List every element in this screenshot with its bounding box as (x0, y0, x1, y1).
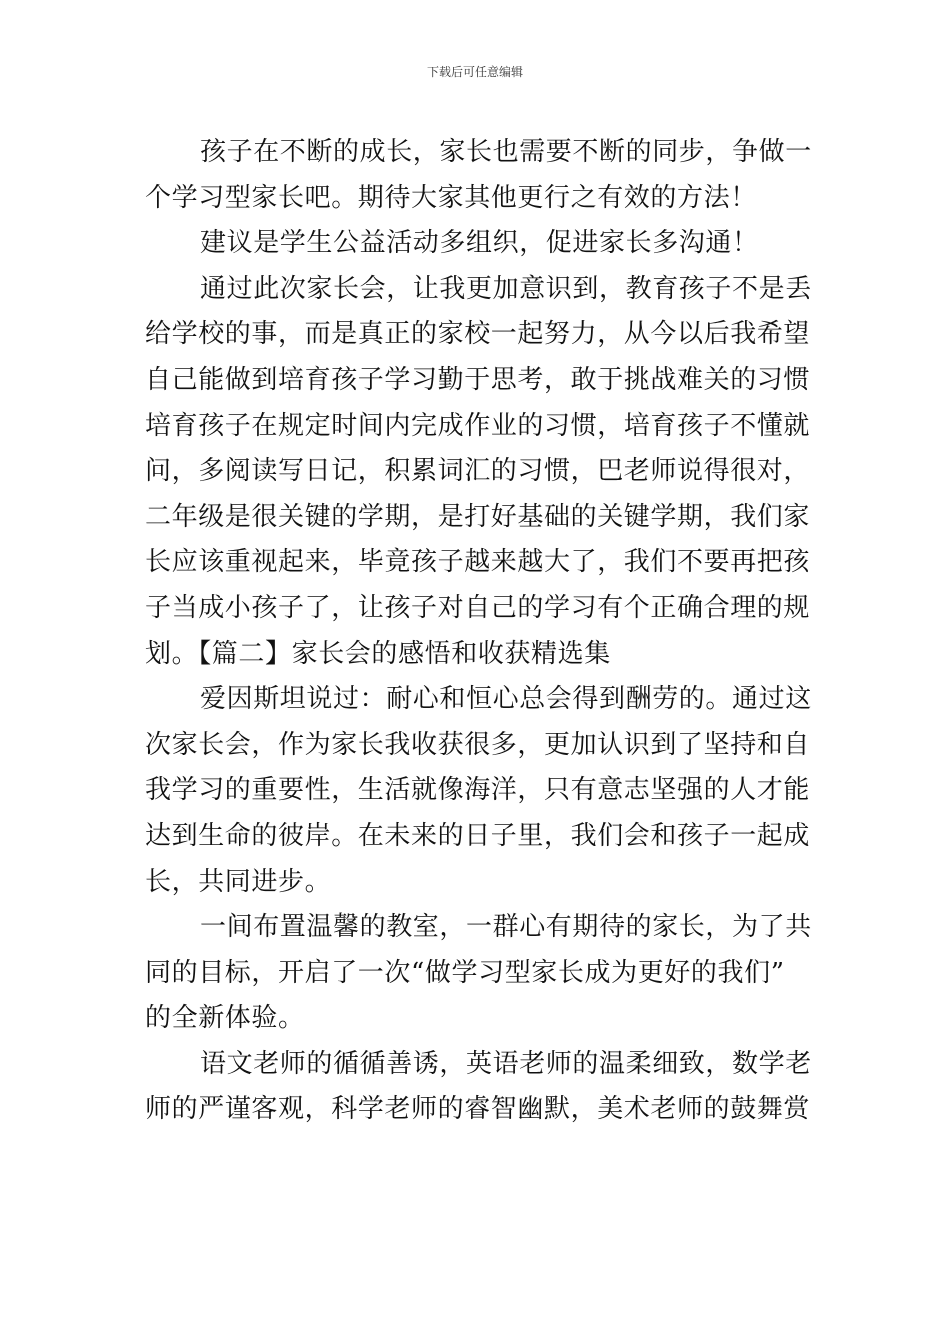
text-line: 培育孩子在规定时间内完成作业的习惯，培育孩子不懂就 (145, 410, 811, 441)
page-header: 下载后可任意编辑 (426, 65, 523, 79)
text-line: 自己能做到培育孩子学习勤于思考，敢于挑战难关的习惯 (145, 364, 811, 395)
text-line: 二年级是很关键的学期，是打好基础的关键学期，我们家 (145, 501, 811, 532)
text-line: 一间布置温馨的教室，一群心有期待的家长，为了共 (200, 912, 812, 943)
text-line: 语文老师的循循善诱，英语老师的温柔细致，数学老 (200, 1048, 812, 1079)
text-line: 通过此次家长会，让我更加意识到，教育孩子不是丢 (200, 273, 812, 304)
text-line: 的全新体验。 (145, 1003, 305, 1034)
document-body (145, 130, 812, 1133)
text-line: 给学校的事，而是真正的家校一起努力，从今以后我希望 (145, 319, 811, 350)
text-line: 划。【篇二】家长会的感悟和收获精选集 (145, 638, 611, 669)
text-line: 次家长会，作为家长我收获很多，更加认识到了坚持和自 (145, 729, 811, 760)
text-line: 长，共同进步。 (145, 866, 332, 897)
text-line: 子当成小孩子了，让孩子对自己的学习有个正确合理的规 (145, 592, 811, 623)
text-line: 我学习的重要性，生活就像海洋，只有意志坚强的人才能 (145, 775, 811, 806)
text-line: 达到生命的彼岸。在未来的日子里，我们会和孩子一起成 (145, 820, 811, 851)
text-line: 个学习型家长吧。期待大家其他更行之有效的方法！ (145, 182, 757, 213)
text-line: 长应该重视起来，毕竟孩子越来越大了，我们不要再把孩 (145, 547, 811, 578)
text-line: 问，多阅读写日记，积累词汇的习惯，巴老师说得很对， (145, 456, 811, 487)
text-line: 孩子在不断的成长，家长也需要不断的同步，争做一 (200, 137, 812, 167)
text-line: 师的严谨客观，科学老师的睿智幽默，美术老师的鼓舞赏 (145, 1094, 811, 1125)
text-line: 爱因斯坦说过：耐心和恒心总会得到酬劳的。通过这 (200, 684, 812, 715)
text-line: 建议是学生公益活动多组织，促进家长多沟通！ (200, 228, 759, 259)
text-line: 同的目标，开启了一次“做学习型家长成为更好的我们” (145, 957, 785, 988)
